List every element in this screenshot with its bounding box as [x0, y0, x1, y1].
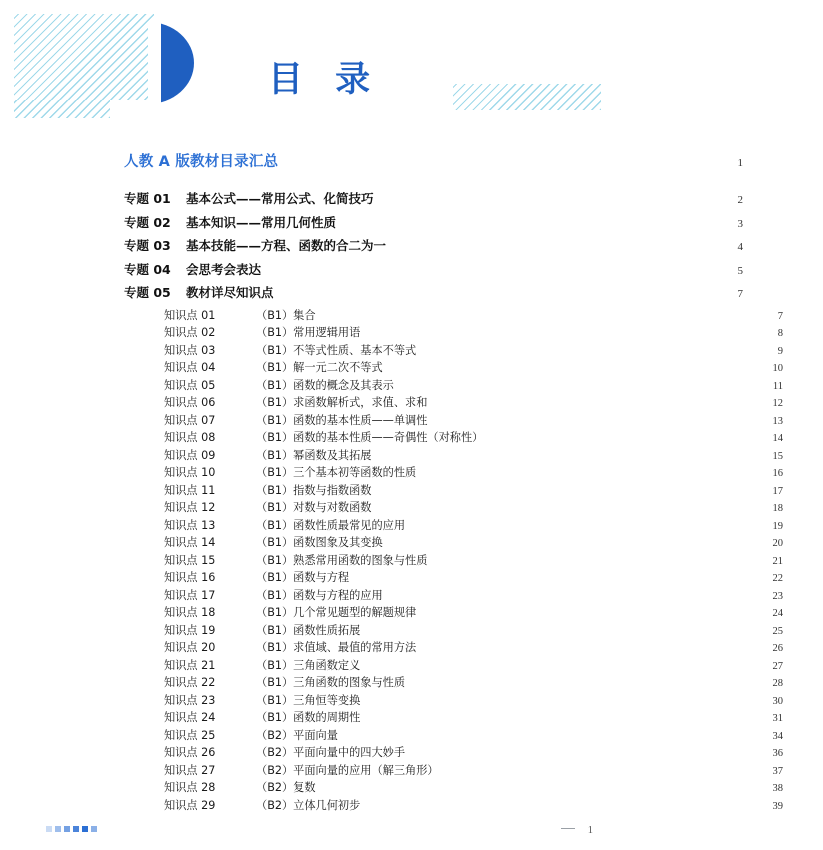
toc-point-page: 11 [772, 380, 783, 392]
toc-point-page: 30 [772, 695, 783, 707]
toc-point-page: 13 [772, 415, 783, 427]
toc-point-number: 知识点 14 [164, 536, 216, 549]
toc-point-row[interactable] [0, 499, 823, 515]
toc-point-number: 知识点 27 [164, 763, 216, 777]
toc-topic-row[interactable] [0, 189, 783, 207]
toc-point-label: （B1）函数图象及其变换 [256, 536, 383, 549]
toc-point-row[interactable] [0, 692, 823, 708]
toc-point-label: （B2）平面向量 [256, 728, 338, 742]
toc-point-row[interactable] [0, 517, 823, 533]
toc-point-label: （B1）函数的概念及其表示 [256, 378, 394, 392]
toc-point-number: 知识点 22 [164, 676, 216, 689]
toc-point-row[interactable] [0, 447, 823, 463]
toc-point-page: 12 [772, 398, 783, 409]
toc-point-row[interactable] [0, 657, 823, 673]
toc-point-page: 21 [772, 555, 783, 567]
toc-point-page: 16 [772, 468, 783, 479]
toc-section-head[interactable] [0, 150, 783, 171]
toc-point-page: 38 [772, 783, 783, 794]
toc-point-page: 18 [772, 503, 783, 514]
toc-point-row[interactable] [0, 359, 823, 375]
toc-point-page: 14 [772, 433, 783, 444]
decorative-square [73, 826, 79, 832]
toc-point-row[interactable] [0, 377, 823, 393]
toc-topic-number: 专题 05 [124, 285, 171, 300]
toc-point-row[interactable] [0, 429, 823, 445]
toc-point-page: 39 [772, 800, 783, 812]
toc-point-number: 知识点 04 [164, 361, 216, 374]
toc-point-label: （B1）三角恒等变换 [256, 693, 361, 707]
toc-topic-number: 专题 04 [124, 261, 171, 277]
toc-topic-label: 基本公式——常用公式、化简技巧 [186, 191, 374, 206]
toc-topic-number: 专题 03 [124, 238, 171, 253]
toc-point-number: 知识点 19 [164, 623, 216, 637]
toc-point-row[interactable] [0, 394, 823, 410]
toc-point-page: 27 [772, 660, 783, 672]
toc-point-row[interactable] [0, 464, 823, 480]
toc-point-row[interactable] [0, 307, 823, 323]
toc-point-page: 19 [772, 520, 783, 532]
toc-point-number: 知识点 18 [164, 606, 216, 619]
footer-divider [561, 828, 575, 829]
toc-point-row[interactable] [0, 744, 823, 760]
toc-point-page: 23 [772, 590, 783, 602]
toc-point-number: 知识点 21 [164, 658, 216, 672]
toc-point-row[interactable] [0, 674, 823, 690]
toc-point-row[interactable] [0, 762, 823, 778]
toc-point-page: 20 [772, 538, 783, 549]
toc-point-label: （B1）函数性质最常见的应用 [256, 518, 406, 532]
toc-point-number: 知识点 07 [164, 413, 216, 427]
toc-point-number: 知识点 10 [164, 466, 216, 479]
toc-point-label: （B1）三角函数的图象与性质 [256, 676, 406, 689]
toc-point-page: 7 [777, 310, 783, 322]
toc-topic-page: 3 [737, 217, 743, 230]
toc-point-row[interactable] [0, 622, 823, 638]
toc-point-number: 知识点 23 [164, 693, 216, 707]
toc-point-page: 10 [772, 363, 783, 374]
toc-section-head-label: 人教 A 版教材目录汇总 [124, 154, 279, 170]
toc-point-label: （B1）函数与方程 [256, 571, 350, 584]
toc-topic-page: 5 [737, 264, 743, 277]
toc-point-row[interactable] [0, 587, 823, 603]
toc-topic-page: 4 [737, 241, 743, 253]
toc-point-label: （B1）指数与指数函数 [256, 483, 372, 497]
toc-point-label: （B2）平面向量中的四大妙手 [256, 746, 406, 759]
page-footer [0, 812, 619, 836]
page-title: 目 录 [268, 59, 381, 100]
toc-topic-row[interactable] [0, 236, 783, 254]
toc-point-number: 知识点 17 [164, 588, 216, 602]
decorative-square [55, 826, 61, 832]
toc-point-number: 知识点 24 [164, 711, 216, 724]
toc-point-label: （B1）函数性质拓展 [256, 623, 361, 637]
footer-page-number: 1 [587, 825, 593, 836]
toc-point-page: 17 [772, 485, 783, 497]
toc-topic-number: 专题 01 [124, 191, 171, 206]
toc-section-head-page: 1 [737, 157, 743, 169]
toc-point-number: 知识点 25 [164, 728, 216, 742]
toc-point-label: （B2）平面向量的应用（解三角形） [256, 763, 439, 777]
toc-point-label: （B1）函数的基本性质——单调性 [256, 413, 428, 427]
toc-point-number: 知识点 11 [164, 483, 216, 497]
toc-point-row[interactable] [0, 412, 823, 428]
toc-point-label: （B1）求函数解析式，求值、求和 [256, 396, 428, 409]
toc-point-page: 15 [772, 450, 783, 462]
toc-point-number: 知识点 03 [164, 343, 216, 357]
toc-point-page: 26 [772, 643, 783, 654]
toc-point-number: 知识点 20 [164, 641, 216, 654]
decorative-square [46, 826, 52, 832]
toc-point-number: 知识点 09 [164, 448, 216, 462]
toc-point-row[interactable] [0, 569, 823, 585]
toc-point-page: 25 [772, 625, 783, 637]
toc-point-label: （B1）三个基本初等函数的性质 [256, 466, 417, 479]
toc-point-label: （B1）不等式性质、基本不等式 [256, 343, 417, 357]
toc-point-label: （B1）熟悉常用函数的图象与性质 [256, 553, 428, 567]
toc-point-label: （B2）复数 [256, 781, 316, 794]
toc-topic-row[interactable] [0, 283, 783, 301]
toc-point-number: 知识点 13 [164, 518, 216, 532]
toc-point-number: 知识点 12 [164, 501, 216, 514]
toc-point-number: 知识点 26 [164, 746, 216, 759]
toc-point-row[interactable] [0, 727, 823, 743]
toc-topic-row[interactable] [0, 260, 783, 278]
toc-point-row[interactable] [0, 709, 823, 725]
toc-point-label: （B1）集合 [256, 308, 316, 322]
toc-point-page: 37 [772, 765, 783, 777]
decorative-square [91, 826, 97, 832]
toc-point-label: （B1）函数的周期性 [256, 711, 361, 724]
toc-topic-page: 7 [737, 288, 743, 300]
toc-point-label: （B2）立体几何初步 [256, 798, 361, 812]
toc-point-page: 24 [772, 608, 783, 619]
decorative-d-notch [148, 22, 161, 104]
toc-topic-label: 基本技能——方程、函数的合二为一 [186, 238, 387, 253]
toc-point-number: 知识点 28 [164, 781, 216, 794]
decorative-square [82, 826, 88, 832]
toc-point-number: 知识点 05 [164, 378, 216, 392]
toc-point-page: 8 [777, 328, 783, 339]
toc-point-label: （B1）幂函数及其拓展 [256, 448, 372, 462]
toc-point-label: （B1）解一元二次不等式 [256, 361, 383, 374]
toc-point-label: （B1）常用逻辑用语 [256, 326, 361, 339]
decorative-hatch-right [453, 84, 601, 110]
toc-point-row[interactable] [0, 639, 823, 655]
toc-topic-row[interactable] [0, 213, 783, 231]
toc-point-number: 知识点 29 [164, 798, 216, 812]
toc-point-label: （B1）几个常见题型的解题规律 [256, 606, 417, 619]
toc-point-label: （B1）函数的基本性质——奇偶性（对称性） [256, 431, 484, 444]
decorative-squares [46, 826, 97, 832]
toc-point-page: 36 [772, 748, 783, 759]
toc-point-number: 知识点 15 [164, 553, 216, 567]
toc-point-page: 28 [772, 678, 783, 689]
toc-point-row[interactable] [0, 342, 823, 358]
toc-point-page: 31 [772, 713, 783, 724]
toc-point-row[interactable] [0, 552, 823, 568]
toc-topic-label: 会思考会表达 [186, 261, 262, 277]
toc-point-number: 知识点 08 [164, 431, 216, 444]
toc-topic-page: 2 [737, 194, 743, 206]
toc-point-page: 34 [772, 730, 783, 742]
decorative-hatch-left [14, 14, 154, 100]
decorative-square [64, 826, 70, 832]
toc-point-row[interactable] [0, 482, 823, 498]
toc-topic-number: 专题 02 [124, 214, 171, 230]
toc-point-page: 9 [777, 345, 783, 357]
toc-point-row[interactable] [0, 604, 823, 620]
toc-point-label: （B1）对数与对数函数 [256, 501, 372, 514]
toc-point-row[interactable] [0, 779, 823, 795]
toc-topic-label: 教材详尽知识点 [186, 285, 274, 300]
toc-point-number: 知识点 16 [164, 571, 216, 584]
toc-point-number: 知识点 06 [164, 396, 216, 409]
toc-point-row[interactable] [0, 324, 823, 340]
toc-point-page: 22 [772, 573, 783, 584]
toc-point-number: 知识点 02 [164, 326, 216, 339]
toc-point-label: （B1）函数与方程的应用 [256, 588, 383, 602]
toc-point-row[interactable] [0, 534, 823, 550]
table-of-contents [0, 150, 783, 814]
toc-point-row[interactable] [0, 797, 823, 813]
page-header [0, 0, 619, 130]
toc-point-label: （B1）求值域、最值的常用方法 [256, 641, 417, 654]
toc-point-number: 知识点 01 [164, 308, 216, 322]
toc-topic-label: 基本知识——常用几何性质 [186, 214, 337, 230]
decorative-hatch-left-lower [14, 100, 110, 118]
toc-point-label: （B1）三角函数定义 [256, 658, 361, 672]
